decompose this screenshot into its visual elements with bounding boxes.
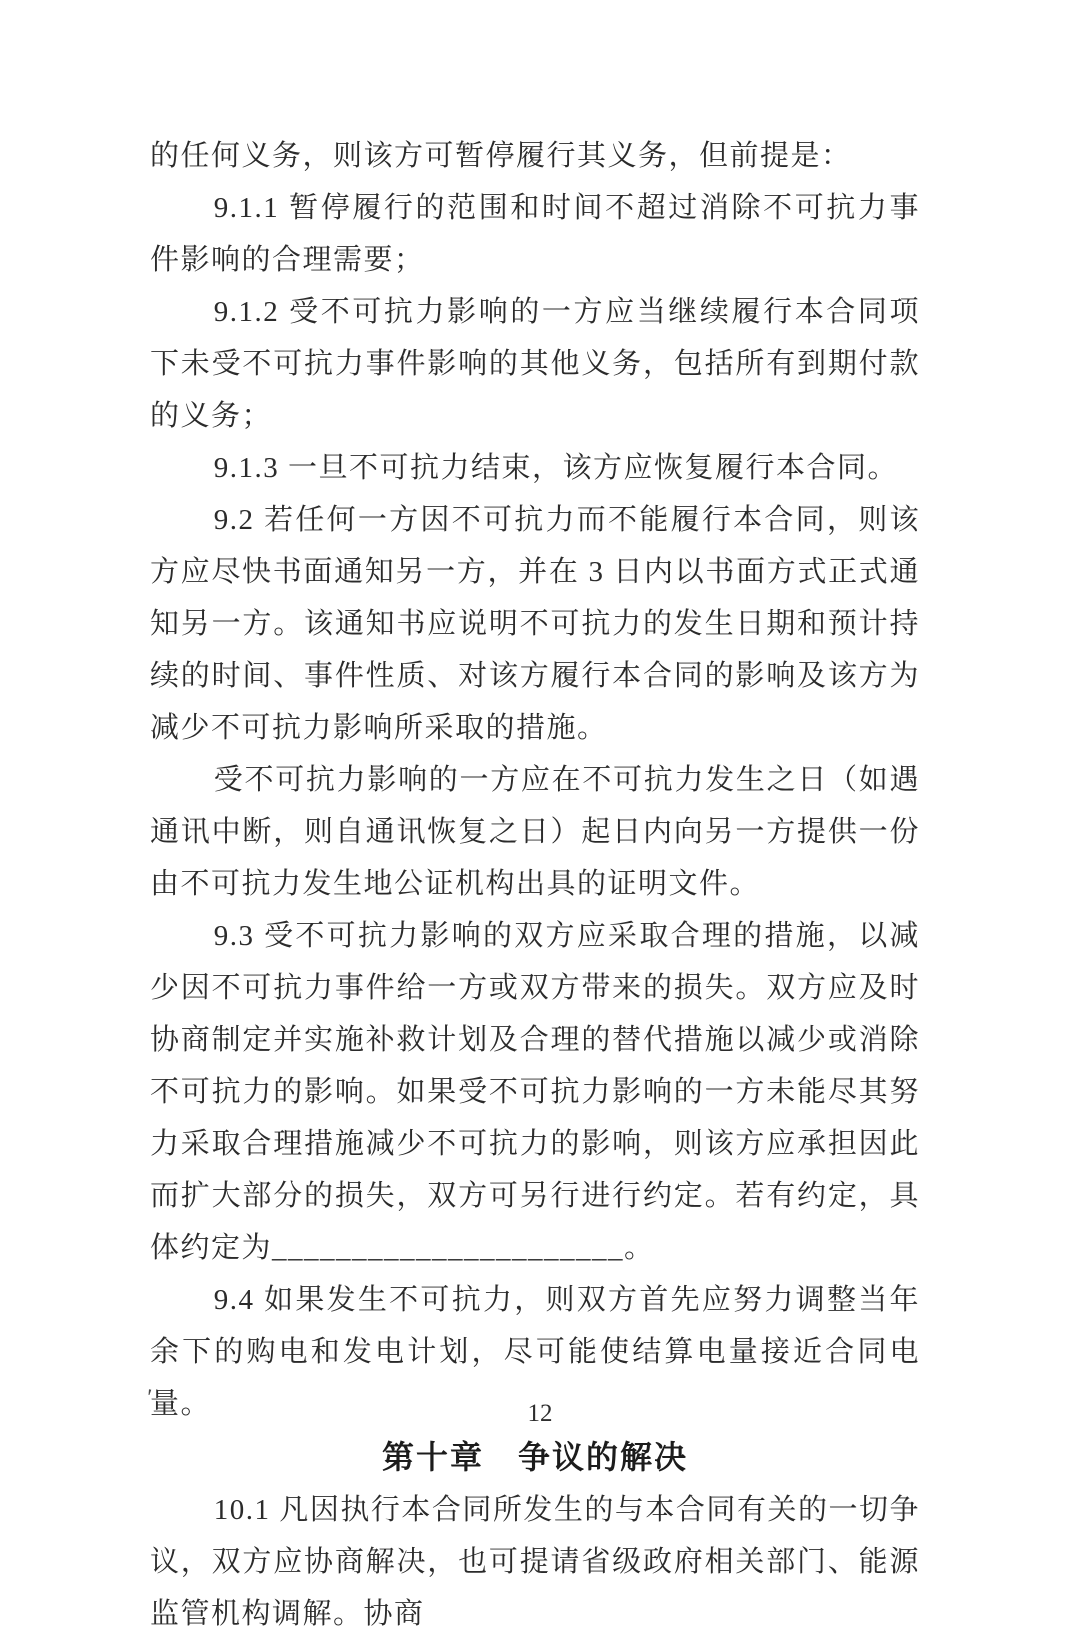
paragraph-9-4: 9.4 如果发生不可抗力，则双方首先应努力调整当年余下的购电和发电计划，尽可能使结算电量接近合同电量。: [150, 1284, 920, 1420]
scan-artifact-mark: ': [143, 1384, 154, 1412]
page-number: 12: [527, 1400, 553, 1427]
paragraph-9-1-3: 9.1.3 一旦不可抗力结束，该方应恢复履行本合同。: [213, 452, 899, 484]
paragraph-9-2: 9.2 若任何一方因不可抗力而不能履行本合同，则该方应尽快书面通知另一方，并在 3 日内以书面方式正式通知另一方。该通知书应说明不可抗力的发生日期和预计持续的时间、事件性质、对该方履行本合同的影响及该方为减少不可抗力影响所采取的措施。: [150, 504, 920, 744]
paragraph-continuation: 的任何义务，则该方可暂停履行其义务，但前提是：: [150, 140, 852, 172]
paragraph-9-3: 9.3 受不可抗力影响的双方应采取合理的措施，以减少因不可抗力事件给一方或双方带来的损失。双方应及时协商制定并实施补救计划及合理的替代措施以减少或消除不可抗力的影响。如果受不可抗力影响的一方未能尽其努力采取合理措施减少不可抗力的影响，则该方应承担因此而扩大部分的损失，双方可另行进行约定。若有约定，具体约定为______________________。: [150, 920, 920, 1264]
chapter-heading: 第十章 争议的解决: [381, 1439, 688, 1475]
paragraph-9-1-1: 9.1.1 暂停履行的范围和时间不超过消除不可抗力事件影响的合理需要；: [150, 192, 920, 276]
paragraph-9-2-notice: 受不可抗力影响的一方应在不可抗力发生之日（如遇通讯中断，则自通讯恢复之日）起日内向另一方提供一份由不可抗力发生地公证机构出具的证明文件。: [150, 764, 920, 900]
paragraph-10-1: 10.1 凡因执行本合同所发生的与本合同有关的一切争议，双方应协商解决，也可提请省级政府相关部门、能源监管机构调解。协商: [150, 1494, 920, 1630]
paragraph-9-1-2: 9.1.2 受不可抗力影响的一方应当继续履行本合同项下未受不可抗力事件影响的其他义务，包括所有到期付款的义务；: [150, 296, 920, 432]
